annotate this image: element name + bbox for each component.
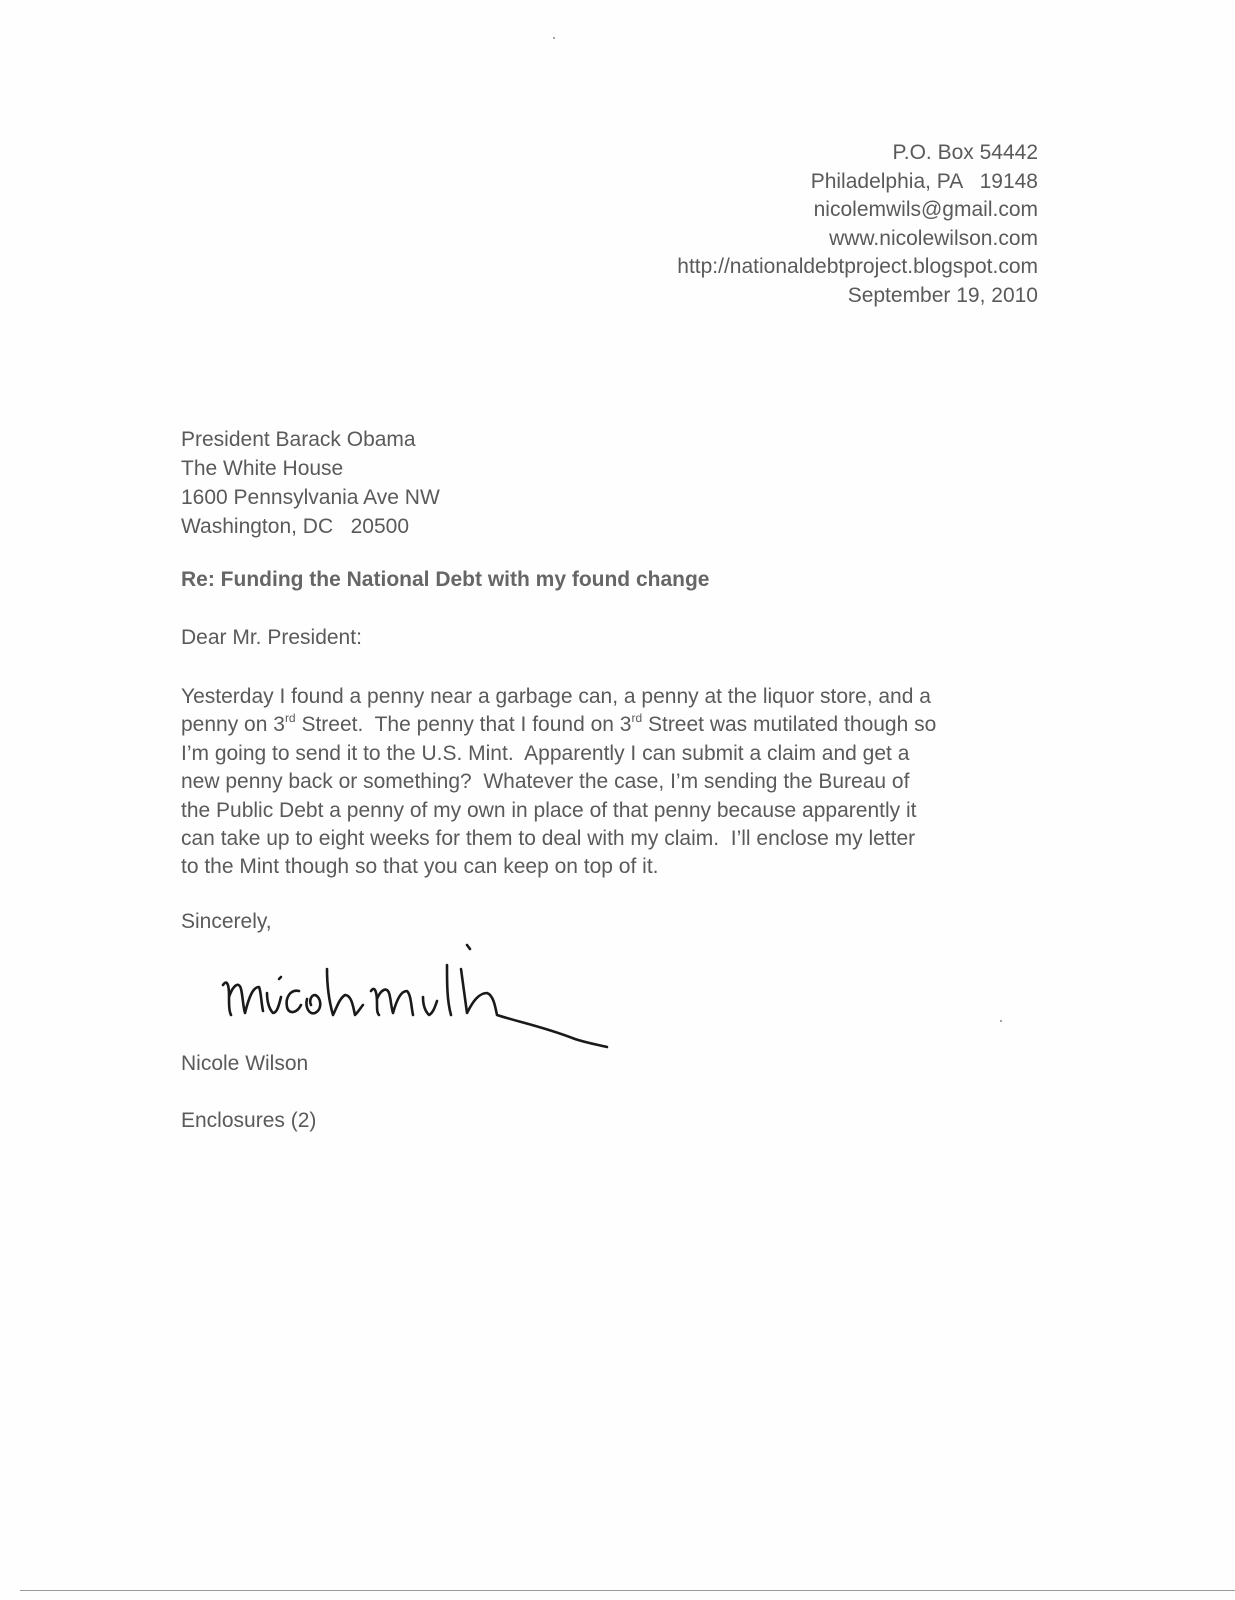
body-line: can take up to eight weeks for them to deal with my claim. I’ll enclose my letter [181,827,916,851]
letter-body [181,683,1051,882]
recipient-street: 1600 Pennsylvania Ave NW [181,486,440,509]
subject-line: Re: Funding the National Debt with my found change [181,568,710,591]
closing: Sincerely, [181,910,272,933]
body-line: to the Mint though so that you can keep on top of it. [181,855,659,879]
body-line: penny on 3rd Street. The penny that I found on 3rd Street was mutilated though so [181,711,937,737]
scan-speck [553,37,555,39]
body-line: Yesterday I found a penny near a garbage can, a penny at the liquor store, and a [181,685,931,708]
sender-blog-url: http://nationaldebtproject.blogspot.com [677,255,1038,278]
sender-city-state-zip: Philadelphia, PA 19148 [810,169,1038,193]
sender-email: nicolemwils@gmail.com [813,198,1038,221]
letter-date: September 19, 2010 [847,283,1038,307]
body-line: the Public Debt a penny of my own in place of that penny because apparently it [181,798,917,822]
scan-speck [1000,1020,1002,1022]
recipient-city-state-zip: Washington, DC 20500 [181,515,410,538]
body-line: I’m going to send it to the U.S. Mint. Apparently I can submit a claim and get a [181,741,910,765]
recipient-address-block [181,425,440,541]
handwritten-signature [215,935,625,1055]
body-line: new penny back or something? Whatever the case, I’m sending the Bureau of [181,770,910,794]
recipient-org: The White House [181,457,344,480]
scan-edge-line [20,1590,1235,1591]
enclosures-note: Enclosures (2) [181,1109,317,1132]
sender-po-box: P.O. Box 54442 [892,141,1038,164]
salutation: Dear Mr. President: [181,626,362,649]
sender-website: www.nicolewilson.com [829,226,1038,250]
recipient-name: President Barack Obama [181,428,416,451]
sender-address-block [677,139,1038,310]
signer-name: Nicole Wilson [181,1052,309,1075]
